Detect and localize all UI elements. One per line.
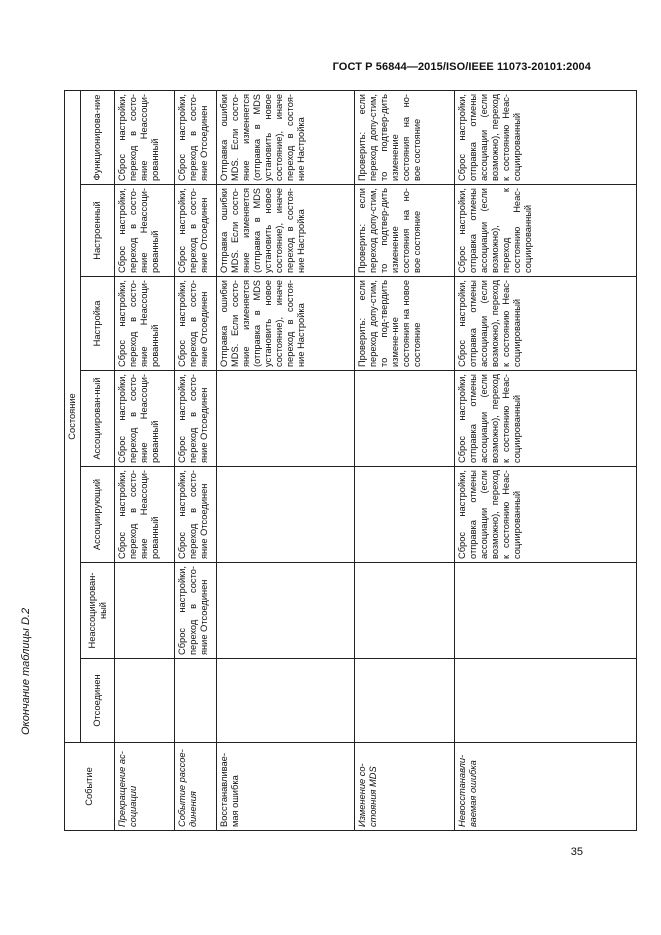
table-row bbox=[175, 90, 217, 830]
table-cell: Сброс настройки, переход в состо-яние Отсоединен bbox=[175, 277, 217, 371]
table-cell: Сброс настройки, отправка отмены ассоциации (если возможно), переход к состоянию Неас-социированный bbox=[455, 371, 637, 467]
table-frame bbox=[64, 91, 636, 831]
table-cell bbox=[455, 659, 637, 743]
table-cell bbox=[217, 371, 355, 467]
table-cell: Сброс настройки, переход в состо-яние Неассоци-рованный bbox=[115, 371, 175, 467]
rotated-table-wrapper bbox=[64, 91, 636, 831]
table-row bbox=[355, 90, 455, 830]
event-cell: Невосстанавли-ваемая ошибка bbox=[455, 743, 637, 831]
table-row bbox=[217, 90, 355, 830]
table-row bbox=[455, 90, 637, 830]
header-state-3: Ассоциирован-ный bbox=[81, 371, 115, 467]
page-number: 35 bbox=[570, 846, 583, 858]
table-cell: Сброс настройки, отправка отмены ассоциации (если возможно), переход к состоянию Неас-социированный bbox=[455, 90, 637, 184]
table-cell bbox=[217, 467, 355, 563]
event-cell: Событие рассое-динения bbox=[175, 743, 217, 831]
table-cell bbox=[355, 467, 455, 563]
document-header: ГОСТ Р 56844—2015/ISO/IEEE 11073-20101:2004 bbox=[332, 61, 591, 73]
table-cell: Сброс настройки, отправка отмены ассоциации (если возможно), переход к состоянию Неас-социированный bbox=[455, 467, 637, 563]
table-cell: Сброс настройки, переход в состо-яние Неассоци-рованный bbox=[115, 277, 175, 371]
table-cell bbox=[455, 563, 637, 659]
event-cell: Восстанавливае-мая ошибка bbox=[217, 743, 355, 831]
table-caption: Окончание таблицы D.2 bbox=[20, 607, 32, 735]
table-cell bbox=[217, 659, 355, 743]
header-row-1 bbox=[65, 90, 81, 830]
table-cell: Сброс настройки, переход в состо-яние Неассоци-рованный bbox=[115, 90, 175, 184]
event-cell: Изменение со-стояния MDS bbox=[355, 743, 455, 831]
table-cell bbox=[355, 371, 455, 467]
table-cell bbox=[355, 659, 455, 743]
table-cell: Сброс настройки, переход в состо-яние Отсоединен bbox=[175, 185, 217, 277]
header-state-0: Отсоединен bbox=[81, 659, 115, 743]
table-cell: Сброс настройки, переход в состо-яние Неассоци-рованный bbox=[115, 185, 175, 277]
event-cell: Прекращение ас-социации bbox=[115, 743, 175, 831]
table-cell: Сброс настройки, переход в состо-яние Неассоци-рованный bbox=[115, 467, 175, 563]
table-cell: Сброс настройки, переход в состо-яние Отсоединен bbox=[175, 467, 217, 563]
table-row bbox=[115, 90, 175, 830]
table-cell: Проверить: если переход допу-стим, то подтвер-дить изменение состояния на но-вое состояние bbox=[355, 185, 455, 277]
table-cell: Отправка ошибки MDS. Если состо-яние изменяется (отправка в MDS установить новое состояние), иначе переход в состоя-ние Настройка bbox=[217, 185, 355, 277]
table-cell: Отправка ошибки MDS. Если состо-яние изменяется (отправка в MDS установить новое состояние), иначе переход в состоя-ние Настройка bbox=[217, 277, 355, 371]
table-cell bbox=[115, 563, 175, 659]
table-cell: Сброс настройки, переход в состо-яние Отсоединен bbox=[175, 371, 217, 467]
state-event-table bbox=[64, 90, 637, 831]
header-state-4: Настройка bbox=[81, 277, 115, 371]
table-cell: Сброс настройки, переход в состо-яние Отсоединен bbox=[175, 90, 217, 184]
table-cell bbox=[355, 563, 455, 659]
table-cell bbox=[217, 563, 355, 659]
table-cell bbox=[175, 659, 217, 743]
header-event: Событие bbox=[65, 743, 115, 831]
header-state-2: Ассоциирующий bbox=[81, 467, 115, 563]
header-state: Состояние bbox=[65, 90, 81, 742]
table-cell bbox=[115, 659, 175, 743]
header-state-1: Неассоциирован-ный bbox=[81, 563, 115, 659]
table-cell: Сброс настройки, отправка отмены ассоциации (если возможно), переход к состоянию Неас-социированный bbox=[455, 277, 637, 371]
header-row-2 bbox=[81, 90, 115, 830]
table-cell: Проверить: если переход допу-стим, то подтвер-дить изменение состояния на но-вое состояние bbox=[355, 90, 455, 184]
header-state-6: Функционирова-ние bbox=[81, 90, 115, 184]
table-cell: Сброс настройки, переход в состо-яние Отсоединен bbox=[175, 563, 217, 659]
header-state-5: Настроенный bbox=[81, 185, 115, 277]
table-cell: Отправка ошибки MDS. Если состо-яние изменяется (отправка в MDS установить новое состояние), иначе переход в состоя-ние Настройка bbox=[217, 90, 355, 184]
table-cell: Проверить: если переход допу-стим, то под-твердить измене-ние состояния на новое состояние bbox=[355, 277, 455, 371]
table-cell: Сброс настройки, отправка отмены ассоциации (если возможно), переход к состоянию Неас-социированный bbox=[455, 185, 637, 277]
